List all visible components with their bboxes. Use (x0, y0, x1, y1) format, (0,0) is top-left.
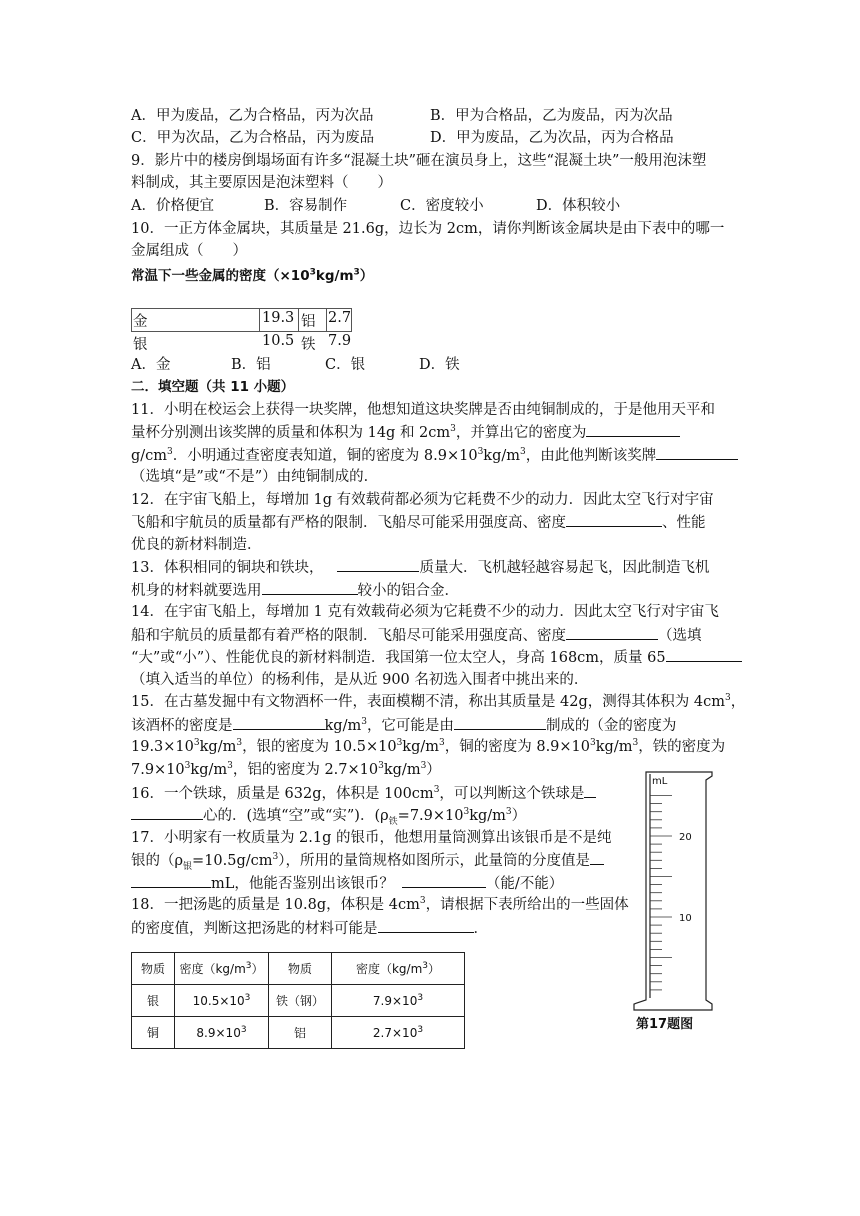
q10-cell-silver-density: 10.5 (262, 333, 295, 349)
cylinder-unit-label: mL (652, 776, 668, 787)
table-header-cell: 密度$(kg/m^3)$ (175, 953, 269, 985)
q10-option-d: D．铁 (419, 357, 460, 373)
figure-caption: 第17题图 (636, 1017, 694, 1032)
q9-option-d: D．体积较小 (536, 198, 621, 214)
q10-table-divider-1 (259, 308, 260, 332)
q12-line3: 优良的新材料制造． (131, 537, 262, 553)
q10-option-b: B．铝 (231, 357, 271, 373)
q13-line2: 机身的材料就要选用 较小的铝合金． (131, 580, 459, 601)
q14-blank-unit[interactable] (666, 647, 742, 662)
q14-blank-density[interactable] (566, 625, 658, 640)
q14-line2: 船和宇航员的质量都有着严格的限制．飞船尽可能采用强度高、密度 （选填 (131, 625, 702, 646)
q10-cell-iron: 铁 (301, 337, 316, 353)
q11-line4: （选填“是”或“不是”）由纯铜制成的． (131, 469, 379, 485)
q10-cell-iron-density: 7.9 (328, 333, 352, 349)
q10-cell-aluminum-density: 2.7 (328, 310, 352, 326)
q16-blank-part1[interactable] (584, 783, 596, 798)
q11-blank-copper[interactable] (656, 445, 738, 460)
q10-table-top-border (131, 308, 352, 332)
q15-line3: $19.3\times 10^3kg/m^3$，银的密度为 $10.5\times 10^3kg/m^3$，铜的密度为 $8.9\times 10^3kg/m^3$，铁的密度为 (131, 738, 726, 755)
q18-density-table (131, 952, 465, 1049)
table-cell: 银 (132, 985, 175, 1017)
table-header-cell: 密度$(kg/m^3)$ (332, 953, 465, 985)
q9-stem-line2: 料制成，其主要原因是泡沫塑料（ ） (131, 175, 392, 191)
q16-line2: 心的．(选填“空”或“实”)．$(\rho_铁=7.9\times 10^3kg/m^3)$ (131, 805, 526, 826)
q9-option-b: B．容易制作 (264, 198, 348, 214)
q13-blank-mass[interactable] (337, 557, 419, 572)
q11-line1: 11．小明在校运会上获得一块奖牌，他想知道这块奖牌是否由纯铜制成的，于是他用天平和 (131, 402, 715, 418)
table-cell: $8.9\times 10^3$ (175, 1017, 269, 1049)
q17-line1: 17．小明家有一枚质量为 2.1g 的银币，他想用量筒测算出该银币是不是纯 (131, 830, 612, 846)
q10-cell-aluminum: 铝 (301, 314, 316, 330)
table-cell: 铝 (269, 1017, 332, 1049)
q11-line3: $g/cm^3$．小明通过查密度表知道，铜的密度为 $8.9\times 10^3kg/m^3$，由此他判断该奖牌 (131, 445, 738, 466)
table-cell: 铜 (132, 1017, 175, 1049)
q14-line4: （填入适当的单位）的杨利伟，是从近 900 名初选入围者中挑出来的． (131, 672, 589, 688)
q11-line2: 量杯分别测出该奖牌的质量和体积为 14g 和 $2cm^3$，并算出它的密度为 (131, 422, 680, 443)
table-cell: $10.5\times 10^3$ (175, 985, 269, 1017)
q14-line1: 14．在宇宙飞船上，每增加 1 克有效载荷必须为它耗费不少的动力．因此太空飞行对宇宙飞 (131, 604, 719, 620)
table-cell: 铁（钢） (269, 985, 332, 1017)
q10-option-a: A．金 (131, 357, 171, 373)
q9-option-c: C．密度较小 (400, 198, 484, 214)
table-row (132, 985, 465, 1017)
cylinder-label-10: 10 (679, 913, 692, 924)
q10-option-c: C．银 (325, 357, 366, 373)
q8-option-c: C．甲为次品，乙为合格品，丙为废品 (131, 130, 375, 146)
table-row (132, 953, 465, 985)
q13-line1: 13．体积相同的铜块和铁块， 质量大．飞机越轻越容易起飞，因此制造飞机 (131, 557, 709, 578)
table-header-cell: 物质 (269, 953, 332, 985)
q9-stem-line1: 9．影片中的楼房倒塌场面有许多“混凝土块”砸在演员身上，这些“混凝土块”一般用泡沫塑 (131, 153, 707, 169)
q10-cell-gold-density: 19.3 (262, 310, 295, 326)
q9-option-a: A．价格便宜 (131, 198, 214, 214)
q11-blank-density[interactable] (586, 422, 680, 437)
table-cell: $2.7\times 10^3$ (332, 1017, 465, 1049)
measuring-cylinder-figure (632, 764, 742, 1034)
q8-option-a: A．甲为废品，乙为合格品，丙为次品 (131, 108, 374, 124)
q16-line1: 16．一个铁球，质量是 632g，体积是 $100cm^3$，可以判断这个铁球是 (131, 783, 596, 804)
cylinder-label-20: 20 (679, 832, 692, 843)
q17-blank-division[interactable] (131, 873, 211, 888)
q10-cell-gold: 金 (133, 314, 148, 330)
q10-table-divider-2 (298, 308, 299, 332)
q15-line4: $7.9\times 10^3kg/m^3$，铝的密度为 $2.7\times 10^3kg/m^3$） (131, 761, 441, 778)
q12-line2: 飞船和宇航员的质量都有严格的限制．飞船尽可能采用强度高、密度 、性能 (131, 512, 706, 533)
table-header-cell: 物质 (132, 953, 175, 985)
q18-line1: 18．一把汤匙的质量是 10.8g，体积是 $4cm^3$，请根据下表所给出的一些固体 (131, 896, 629, 913)
q17-line3: mL，他能否鉴别出该银币？ （能/不能） (131, 873, 563, 894)
q15-line2: 该酒杯的密度是 $kg/m^3$，它可能是由 制成的（金的密度为 (131, 715, 676, 736)
q8-option-b: B．甲为合格品，乙为废品，丙为次品 (430, 108, 673, 124)
q10-stem-line1: 10．一正方体金属块，其质量是 21.6g，边长为 2cm，请你判断该金属块是由下表中的哪一 (131, 221, 725, 237)
q10-cell-silver: 银 (133, 337, 148, 353)
q17-line2: 银的$(\rho_银=10.5g/cm^3)$，所用的量筒规格如图所示，此量筒的分度值是 (131, 850, 604, 871)
q12-line1: 12．在宇宙飞船上，每增加 1g 有效载荷都必须为它耗费不少的动力．因此太空飞行对宇宙 (131, 492, 714, 508)
q10-table-title: 常温下一些金属的密度$(\times 10^3kg/m^3)$ (131, 267, 374, 284)
q12-blank-density[interactable] (566, 512, 662, 527)
q15-blank-density[interactable] (233, 715, 325, 730)
q17-blank-part1[interactable] (590, 850, 604, 865)
q17-blank-can[interactable] (402, 873, 486, 888)
q18-line2: 的密度值，判断这把汤匙的材料可能是 ． (131, 918, 488, 939)
table-row (132, 1017, 465, 1049)
q15-line1: 15．在古墓发掘中有文物酒杯一件，表面模糊不清，称出其质量是 42g，测得其体积为 $4cm^3$， (131, 693, 746, 710)
q16-blank-part2[interactable] (131, 805, 203, 820)
section-2-heading: 二．填空题（共 11 小题） (131, 379, 295, 395)
q14-line3: “大”或“小”）、性能优良的新材料制造．我国第一位太空人，身高 168cm，质量 65 (131, 647, 742, 668)
q10-table-divider-3 (326, 308, 327, 332)
table-cell: $7.9\times 10^3$ (332, 985, 465, 1017)
q8-option-d: D．甲为废品，乙为次品，丙为合格品 (430, 130, 674, 146)
q18-blank-material[interactable] (378, 918, 474, 933)
q15-blank-material[interactable] (454, 715, 546, 730)
q10-stem-line2: 金属组成（ ） (131, 243, 247, 259)
q13-blank-material[interactable] (262, 580, 358, 595)
